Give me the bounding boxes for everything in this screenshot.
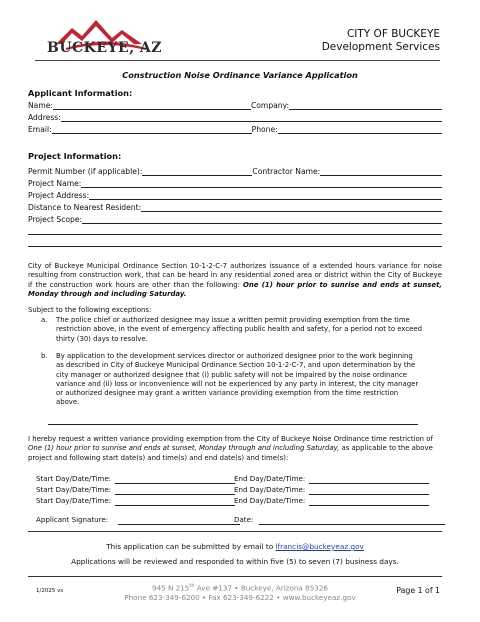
scope-label: Project Scope: [28, 215, 83, 224]
submission-email-link[interactable]: lfrancis@buckeyeaz.gov [275, 542, 364, 551]
start-date-label: Start Day/Date/Time: [36, 474, 112, 483]
start-date-field[interactable] [115, 485, 235, 495]
review-notice: Applications will be reviewed and responded to within five (5) to seven (7) business days. [71, 557, 399, 566]
permit-contractor-row [28, 166, 442, 177]
form-version: 1/2025 vs [36, 588, 64, 594]
project-address-field[interactable] [89, 190, 442, 200]
page-number: Page 1 of 1 [396, 586, 440, 595]
start-date-row-1 [36, 474, 235, 484]
submission-line [28, 542, 442, 551]
project-name-field[interactable] [81, 178, 442, 188]
exception-marker: b. [41, 352, 48, 360]
logo-wordmark: BUCKEYE, AZ [47, 40, 163, 56]
permit-label: Permit Number (if applicable): [28, 167, 143, 176]
footer-contact: Phone 623-349-6200 • Fax 623-349-6222 • www.buckeyeaz.gov [124, 593, 356, 602]
name-field[interactable] [53, 100, 251, 110]
start-date-label: Start Day/Date/Time: [36, 485, 112, 494]
footer-address-start: 945 N 215 [152, 583, 190, 593]
footer-address-end: Ave #137 • Buckeye, Arizona 85326 [194, 583, 328, 593]
start-date-row-3 [36, 496, 235, 506]
end-date-row-1 [234, 474, 429, 484]
name-company-row [28, 100, 442, 111]
signature-label: Applicant Signature: [36, 515, 109, 524]
distance-row [28, 202, 442, 213]
address-row [28, 112, 442, 123]
start-date-field[interactable] [115, 496, 235, 506]
exception-item [41, 352, 422, 408]
submission-text: This application can be submitted by email to [106, 542, 274, 551]
distance-label: Distance to Nearest Resident: [28, 203, 142, 212]
form-title: Construction Noise Ordinance Variance Application [122, 70, 358, 80]
exception-marker: a. [41, 316, 48, 324]
project-address-row [28, 190, 442, 201]
end-date-label: End Day/Date/Time: [234, 485, 306, 494]
exception-item [41, 316, 422, 344]
name-label: Name: [28, 101, 53, 110]
end-date-row-2 [234, 485, 429, 495]
org-line-city: CITY OF BUCKEYE [346, 28, 440, 40]
footer-address-suffix: th [189, 583, 195, 589]
scope-line-2[interactable] [28, 234, 442, 235]
exceptions-intro: Subject to the following exceptions: [28, 306, 152, 314]
request-text-1: I hereby request a written variance providing exemption from the City of Buckeye Noise Ordinance time restriction of [28, 435, 433, 443]
section-divider [48, 424, 418, 425]
signature-field[interactable] [118, 515, 240, 525]
signature-date-label: Date: [234, 515, 254, 524]
signature-row [36, 515, 240, 525]
phone-label: Phone: [251, 125, 278, 134]
end-date-field[interactable] [309, 474, 429, 484]
company-field[interactable] [289, 100, 442, 110]
company-label: Company: [250, 101, 290, 110]
start-date-row-2 [36, 485, 235, 495]
address-label: Address: [28, 113, 61, 122]
scope-line-3[interactable] [28, 246, 442, 247]
end-date-row-3 [234, 496, 429, 506]
email-label: Email: [28, 125, 52, 134]
end-date-field[interactable] [309, 496, 429, 506]
email-phone-row [28, 124, 442, 135]
contractor-label: Contractor Name: [252, 167, 321, 176]
submission-notice [28, 531, 442, 577]
end-date-field[interactable] [309, 485, 429, 495]
end-date-label: End Day/Date/Time: [234, 474, 306, 483]
ordinance-paragraph [28, 262, 442, 299]
signature-date-field[interactable] [259, 515, 445, 525]
signature-date-row [234, 515, 445, 525]
applicant-heading: Applicant Information: [28, 88, 133, 98]
org-heading [322, 28, 440, 54]
project-name-label: Project Name: [28, 179, 82, 188]
email-field[interactable] [52, 124, 252, 134]
start-date-field[interactable] [115, 474, 235, 484]
project-heading: Project Information: [28, 151, 122, 161]
request-hours: One (1) hour prior to sunrise and ends at sunset, Monday through and including Saturday, [28, 444, 340, 453]
request-text-2: as applicable to the above project and following start date(s) and time(s) and end date(s) and time(s): [28, 444, 433, 462]
scope-field[interactable] [82, 214, 442, 224]
request-paragraph [28, 435, 442, 463]
header-divider [35, 60, 440, 61]
end-date-label: End Day/Date/Time: [234, 496, 306, 505]
address-field[interactable] [61, 112, 442, 122]
distance-field[interactable] [141, 202, 442, 212]
exception-text: The police chief or authorized designee may issue a written permit providing exemption from the time restriction above, in the event of emergency affecting public health and safety, for a period not to exceed thirty (30) days to resolve. [56, 316, 422, 343]
contractor-field[interactable] [320, 166, 442, 176]
phone-field[interactable] [278, 124, 442, 134]
scope-row [28, 214, 442, 225]
project-address-label: Project Address: [28, 191, 90, 200]
exception-text: By application to the development services director or authorized designee prior to the work beginning as described in City of Buckeye Municipal Ordinance Section 10-1-2-C-7, and upon determination by the city manager or authorized designee that (i) public safety will not be impaired by the noise ordinance variance and (ii) loss or inconvenience will not be experienced by any party in interest, the city manager or authorized designee may grant a written variance providing exemption from the time restriction above. [56, 352, 419, 407]
ordinance-text: City of Buckeye Municipal Ordinance Section 10-1-2-C-7 authorizes issuance of a extended hours variance for noise resulting from construction work, that can be heard in any residential zoned area or district within the City of Buckeye if the construction work hours are other than the following: [28, 262, 442, 289]
org-line-department: Development Services [321, 41, 440, 53]
ordinance-hours: One (1) hour prior to sunrise and ends at sunset, Monday through and including Saturday. [28, 280, 442, 298]
project-name-row [28, 178, 442, 189]
start-date-label: Start Day/Date/Time: [36, 496, 112, 505]
permit-field[interactable] [142, 166, 252, 176]
